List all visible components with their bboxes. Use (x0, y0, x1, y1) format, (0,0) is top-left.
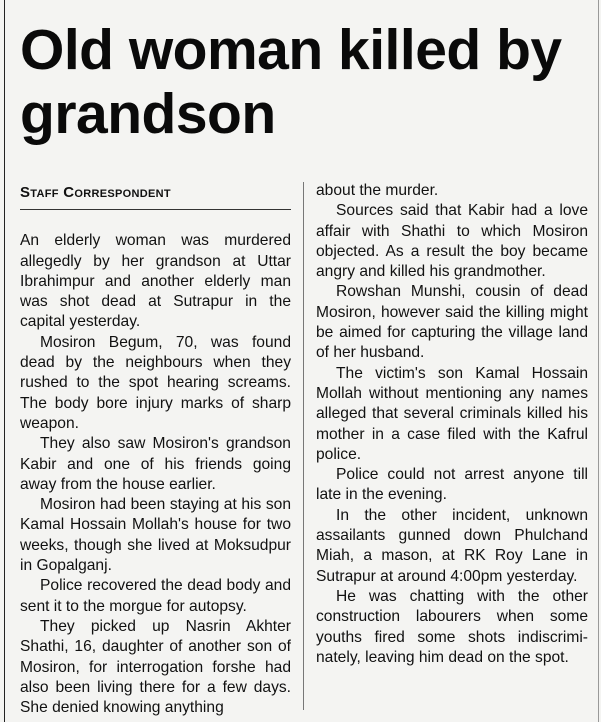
paragraph: The victim's son Kamal Hossain Mollah without mentioning any names alleged that several criminals killed his mother in a case filed with the Kafrul police. (316, 364, 588, 463)
right-column (316, 181, 588, 668)
right-border-rule (598, 0, 599, 722)
paragraph: An elderly woman was murdered allegedly by her grandson at Uttar Ibrahimpur and another elderly man was shot dead at Sutrapur in the capital yesterday. (20, 232, 291, 331)
byline: Staff Correspondent (20, 180, 291, 210)
paragraph: Mosiron had been staying at his son Kamal Hossain Mollah's house for two weeks, though she lived at Moksudpur in Gopalganj. (20, 496, 291, 575)
left-column (20, 180, 291, 718)
paragraph: Sources said that Kabir had a love affair with Shathi to which Mosiron objected. As a result the boy became angry and killed his grandmother. (316, 202, 588, 281)
paragraph-continuation: about the murder. (316, 182, 439, 199)
paragraph: Police could not arrest anyone till late in the evening. (316, 466, 588, 504)
paragraph: Rowshan Munshi, cousin of dead Mosiron, however said the killing might be aimed for capturing the village land of her husband. (316, 283, 588, 362)
paragraph: Police recovered the dead body and sent it to the morgue for autopsy. (20, 577, 291, 615)
paragraph: They also saw Mosiron's grandson Kabir and one of his friends going away from the house earlier. (20, 435, 291, 493)
paragraph: Mosiron Begum, 70, was found dead by the neighbours when they rushed to the spot hearing screams. The body bore injury marks of sharp weapon. (20, 333, 291, 432)
paragraph: They picked up Nasrin Akhter Shathi, 16, daughter of another son of Mosiron, for interrogation forshe had also been living there for a few days. She denied knowing anything (20, 617, 291, 717)
column-divider (303, 182, 304, 710)
headline: Old woman killed by grandson (20, 18, 562, 146)
left-border-rule (4, 0, 5, 722)
paragraph: He was chatting with the other construction labourers when some youths fired some shots indiscriminately, leaving him dead on the spot. (316, 587, 588, 666)
paragraph: In the other incident, unknown assailants gunned down Phulchand Miah, a mason, at RK Roy Lane in Sutrapur at around 4:00pm yesterday. (316, 506, 588, 585)
